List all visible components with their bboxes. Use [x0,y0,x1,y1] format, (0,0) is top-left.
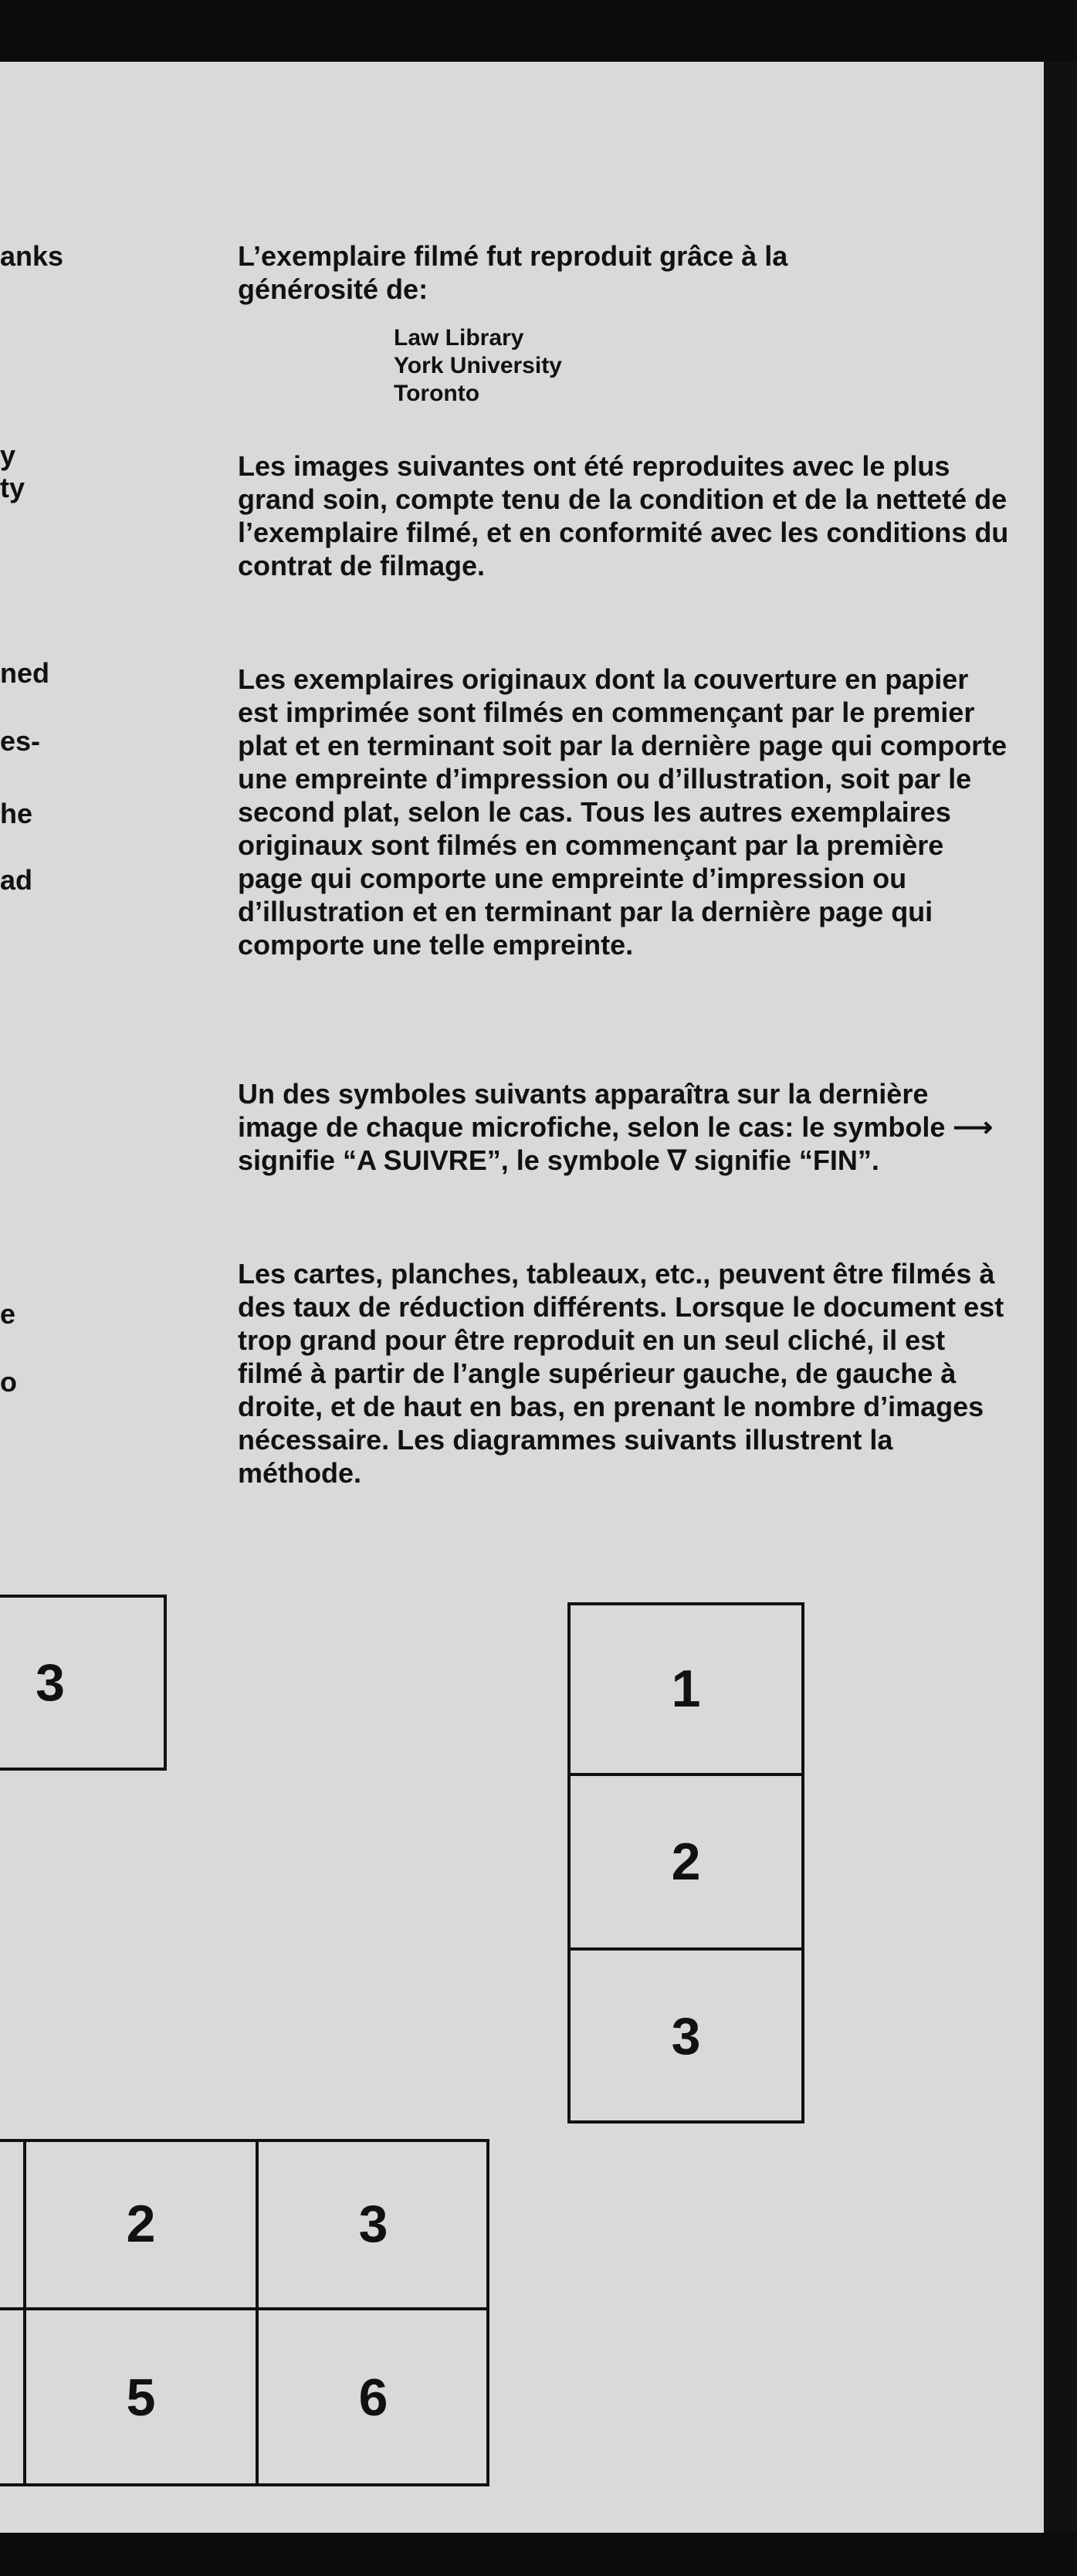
left-fragment: ty [0,472,25,503]
left-fragment: ned [0,657,50,689]
diagram-cell: 1 [671,1659,701,1718]
left-fragment: e [0,1298,16,1330]
library-line: York University [394,353,562,378]
paragraph-maps: Les cartes, planches, tableaux, etc., peuvent être filmés à des taux de réduction différents. Lorsque le document est trop grand pour être reproduit en un seul cliché, il est filmé à partir de l’angle supérieur gauche, de gauche à droite, et de haut en bas, en prenant le nombre d’images nécessaire. Les diagrammes suivants illustrent la méthode. [238,1258,1004,1489]
diagram-cell: 2 [126,2195,156,2253]
bottom-border [0,2533,1077,2576]
diagram-cell: 3 [36,1653,65,1712]
left-fragment: ad [0,864,33,896]
diagram-cell: 3 [358,2195,388,2253]
paragraph-images: Les images suivantes ont été reproduites avec le plus grand soin, compte tenu de la condition et de la netteté de l’exemplaire filmé, et en conformité avec les conditions du contrat de filmage. [238,450,1009,581]
left-fragment: y [0,439,16,471]
diagram-cell: 6 [358,2368,388,2427]
left-fragment: he [0,798,33,829]
left-fragment: o [0,1366,17,1398]
left-fragment: anks [0,240,64,272]
intro-text: L’exemplaire filmé fut reproduit grâce à la générosité de: [238,240,788,305]
library-line: Toronto [394,381,480,406]
page-right-edge [1044,62,1077,2533]
library-block [394,324,562,408]
paragraph-symbols: Un des symboles suivants apparaîtra sur la dernière image de chaque microfiche, selon le cas: le symbole ⟶ signifie “A SUIVRE”, le symbole ∇ signifie “FIN”. [238,1078,993,1176]
diagram-cell: 5 [126,2368,156,2427]
left-fragment: es- [0,725,41,757]
diagram-cell: 3 [671,2007,701,2066]
library-line: Law Library [394,325,524,351]
diagram-cell: 2 [671,1832,701,1891]
paragraph-originals: Les exemplaires originaux dont la couverture en papier est imprimée sont filmés en commençant par le premier plat et en terminant soit par la dernière page qui comporte une empreinte d’impression ou d’illustration, soit par le second plat, selon le cas. Tous les autres exemplaires originaux sont filmés en commençant par la première page qui comporte une empreinte d’impression ou d’illustration et en terminant par la dernière page qui comporte une telle empreinte. [238,663,1008,961]
